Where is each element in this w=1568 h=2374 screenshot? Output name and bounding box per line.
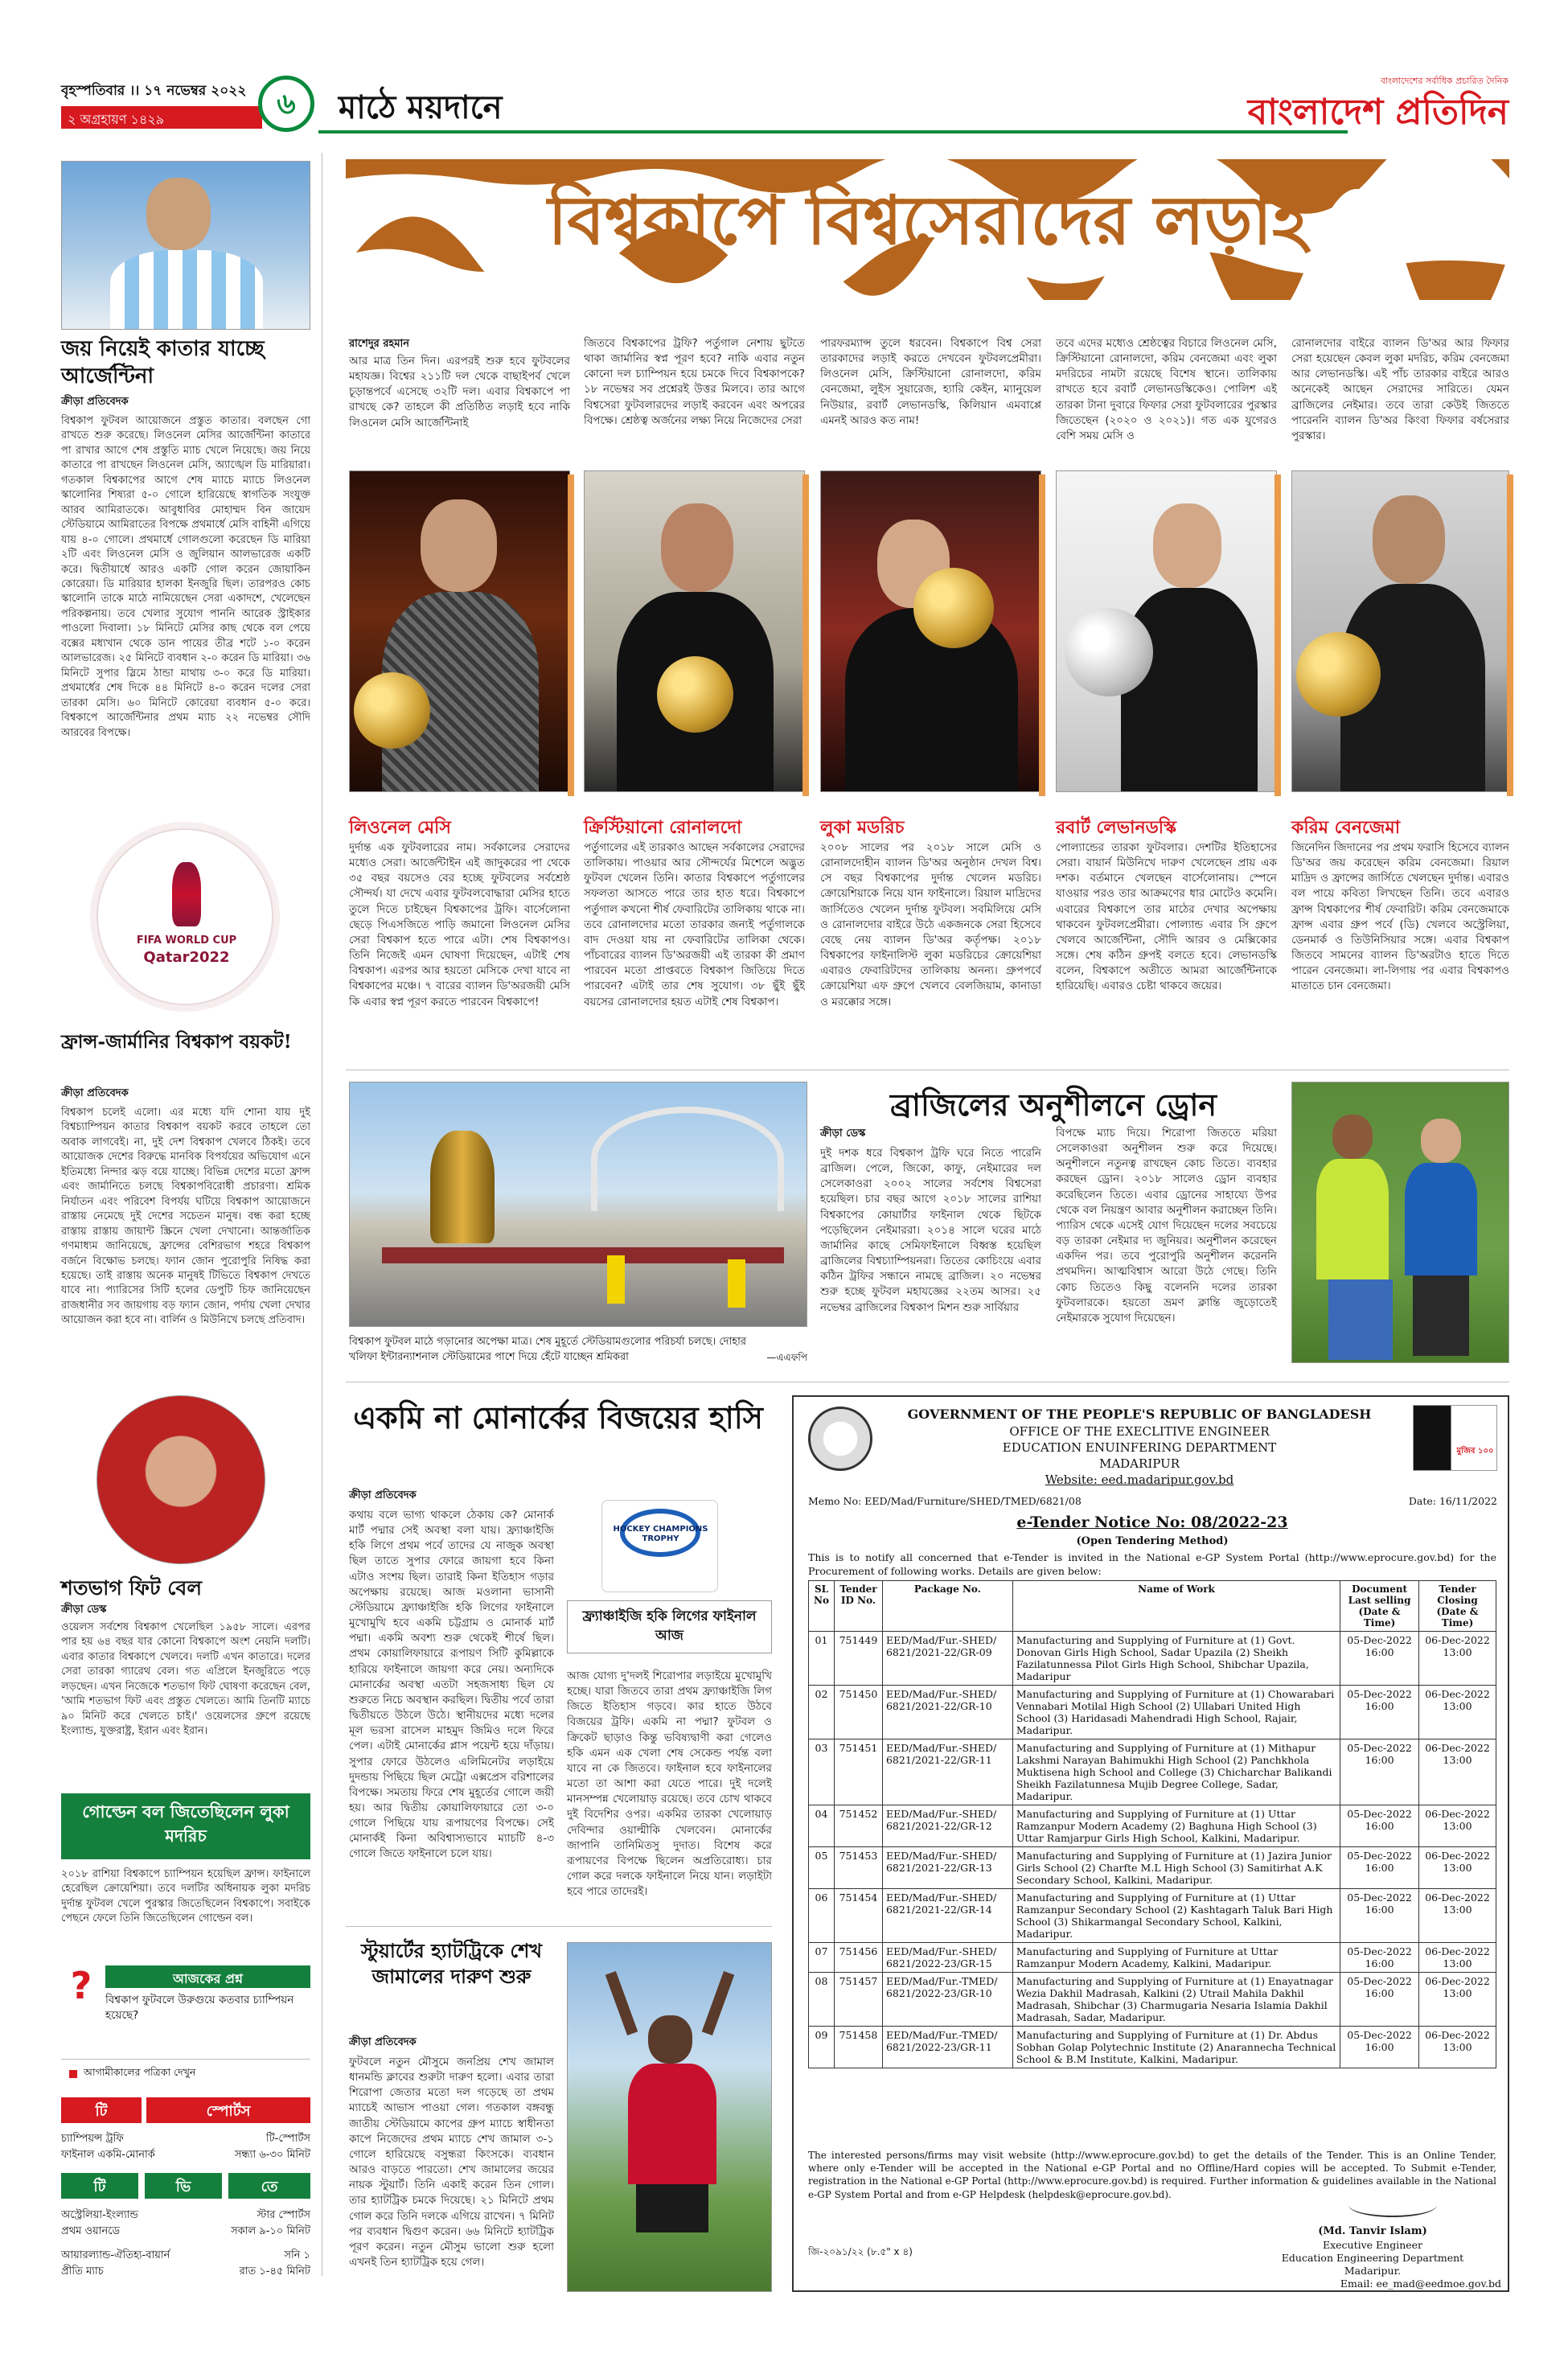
table-row: [809, 1973, 1496, 2027]
tender-footer: The interested persons/firms may visit website (http://www.eprocure.gov.bd) to get the details of the Tender. This is an Online Tender, where only e-Tender will be accepted in the National e-GP Portal and no Offline/Hard copies will be accepted. To Submit e-Tender, registration in the National e-GP Portal (http://www.eprocure.gov.bd) is required. Further information & guidelines available in the National e-GP System Portal and from e-GP Helpdesk (helpdesk@eprocure.gov.bd).: [808, 2150, 1496, 2200]
tv2-row3-channel: সনি ১: [284, 2249, 310, 2261]
tender-line-3: EDUCATION ENUINFERING DEPARTMENT: [1002, 1440, 1277, 1455]
td-tender-id: 751453: [834, 1847, 882, 1889]
td-work: Manufacturing and Supplying of Furniture at (1) Jazira Junior Girls School (2) Charfte M.L High School (3) Samitirhat A.K Secondary School, Kalkini, Madaripur.: [1012, 1847, 1340, 1889]
tv2-row2-event: প্রথম ওয়ানডে: [61, 2225, 121, 2237]
td-last-selling: 05-Dec-2022 16:00: [1340, 1943, 1419, 1973]
td-sl: 02: [809, 1686, 835, 1739]
tender-ref: জি-২০৯১/২২ (৮.৫" x ৪): [808, 2246, 913, 2257]
golden-ball-box-title: গোল্ডেন বল জিতেছিলেন লুকা মদরিচ: [82, 1802, 289, 1846]
th-closing: Tender Closing (Date & Time): [1419, 1581, 1496, 1632]
td-work: Manufacturing and Supplying of Furniture at (1) Mithapur Lakshmi Narayan Bahimukhi High School (2) Panchkhola Muktisena high School and College (3) Chicharchar Balikandi Sheikh Fazilatunnesa Mujib Degree College, Sadar, Madaripur.: [1012, 1739, 1340, 1805]
tender-intro: This is to notify all concerned that e-Tender is invited in the National e-GP System Portal (http://www.eprocure.gov.bd) for the Procurement of following works. Details are given below:: [808, 1551, 1496, 1577]
fifa-world-cup-logo: [96, 828, 273, 1005]
td-tender-id: 751452: [834, 1805, 882, 1847]
td-work: Manufacturing and Supplying of Furniture at Uttar Ramzanpur Modern Academy, Kalkini, Madaripur.: [1012, 1943, 1340, 1973]
th-package: Package No.: [882, 1581, 1012, 1632]
tender-notice-title: e-Tender Notice No: 08/2022-23: [1016, 1514, 1288, 1531]
question-mark-icon: ?: [70, 1964, 92, 2007]
photo-lewandowski: [1056, 470, 1277, 792]
th-sl: SL No: [809, 1581, 835, 1632]
section-title: মাঠে ময়দানে: [339, 89, 503, 126]
brazil-story-col1: দুই দশক ধরে বিশ্বকাপ ট্রফি ঘরে নিতে পারেনি ব্রাজিল। পেলে, জিকো, কাফু, নেইমারের দল সেলেকাওরা ২০০২ সালের সর্বশেষ বিশ্বসেরা হয়েছিল। চার বছর আগে ২০১৮ সালের রাশিয়া বিশ্বকাপের কোয়ার্টার ফাইনাল থেকে ছিটকে পড়েছিলেন নেইমাররা। ২০১৪ সালে ঘরের মাঠে জার্মানির কাছে সেমিফাইনালে বিধ্বস্ত হয়েছিল ব্রাজিলের বিশ্বচ্যাম্পিয়নরা। তিতের কোচিংয়ে এবার কঠিন ট্রফির সন্ধানে নামছে ব্রাজিল। ২০ নভেম্বর শুরু হচ্ছে ফুটবল মহাযজ্ঞের ২২তম আসর। ২৫ নভেম্বর ব্রাজিলের বিশ্বকাপ মিশন শুরু সার্বিয়ার: [820, 1147, 1041, 1314]
question-title: আজকের প্রশ্ন: [173, 1971, 243, 1986]
th-tender-id: Tender ID No.: [834, 1581, 882, 1632]
photo-modric: [820, 470, 1041, 792]
td-tender-id: 751458: [834, 2027, 882, 2068]
td-sl: 03: [809, 1739, 835, 1805]
hockey-logo: [601, 1500, 718, 1592]
tender-table: [808, 1580, 1496, 2068]
table-row: [809, 1739, 1496, 1805]
question-text: বিশ্বকাপ ফুটবলে উরুগুয়ে কতবার চ্যাম্পিয়ন হয়েছে?: [105, 1994, 294, 2022]
td-package: EED/Mad/Fur.-SHED/ 6821/2021-22/GR-12: [882, 1805, 1012, 1847]
photo-di-maria: [61, 161, 310, 330]
player-name-modric: লুকা মডরিচ: [820, 818, 905, 838]
stuart-story-body: ফুটবলে নতুন মৌসুমে জনপ্রিয় শেখ জামাল ধানমন্ডি ক্লাবের শুরুটা দারুণ হলো। এবার তারা শিরোপা জেতার মতো দল গড়েছে তা প্রথম ম্যাচেই আভাস পাওয়া গেল। গতকাল বঙ্গবন্ধু জাতীয় স্টেডিয়ামে কাপের গ্রুপ ম্যাচে স্বাধীনতা কাপে নিজেদের প্রথম ম্যাচে শেখ জামাল ৩-১ গোলে হারিয়েছে বসুন্ধরা কিংসকে। ব্যবধান আরও বাড়তে পারতো। শেখ জামালের জয়ের নায়ক স্টুয়ার্ট। তিনি একাই করেন তিন গোল। তার হ্যাটট্রিক চমকে দিয়েছে। ২১ মিনিটে প্রথম গোল করে তিনি দলকে এগিয়ে রাখেন। ৭ মিনিট পর ব্যবধান দ্বিগুণ করেন। ৬৬ মিনিটে হ্যাটট্রিক পূরণ করেন। নতুন মৌসুম ভালো শুরু হলো এখনই তিন হ্যাটট্রিক হয়ে গেল।: [349, 2056, 554, 2269]
td-work: Manufacturing and Supplying of Furniture at (1) Dr. Abdus Sobhan Golap Polytechnic Institute (2) Anarannecha Technical School & B.M Institute, Kalkini, Madaripur.: [1012, 2027, 1340, 2068]
td-last-selling: 05-Dec-2022 16:00: [1340, 1632, 1419, 1686]
trophy-icon: [172, 862, 201, 926]
mujib-100-badge: [1413, 1405, 1497, 1471]
td-package: EED/Mad/Fur.-SHED/ 6821/2021-22/GR-09: [882, 1632, 1012, 1686]
player-name-messi: লিওনেল মেসি: [349, 818, 451, 838]
brazil-story-byline: ক্রীড়া ডেস্ক: [820, 1127, 866, 1140]
hockey-caption: ফ্র্যাঞ্চাইজি হকি লিগের ফাইনাল আজ: [567, 1600, 772, 1653]
main-story-col2: জিতবে বিশ্বকাপের ট্রফি? পর্তুগাল নেশায় ছুটতে থাকা জার্মানির স্বপ্ন পূরণ হবে? নাকি এবার নতুন কোনো দল চ্যাম্পিয়ন হয়ে চমকে দিবে বিশ্বকাপকে? ১৮ নভেম্বর সব প্রশ্নেরই উত্তর মিলবে। তার আগে বিশ্বসেরা ফুটবলারদের লড়াই করবেন এবং অপরের বিপক্ষে। শ্রেষ্ঠত্ব অর্জনের লক্ষ্য নিয়ে নিজেদের সেরা: [584, 337, 805, 427]
td-sl: 07: [809, 1943, 835, 1973]
banner-title: বিশ্বকাপে বিশ্বসেরাদের লড়াই: [548, 181, 1307, 260]
th-last-selling: Document Last selling (Date & Time): [1340, 1581, 1419, 1632]
td-package: EED/Mad/Fur.-SHED/ 6821/2022-23/GR-15: [882, 1943, 1012, 1973]
td-sl: 08: [809, 1973, 835, 2027]
story-title-argentina: জয় নিয়েই কাতার যাচ্ছে আর্জেন্টিনা: [61, 337, 265, 388]
stadium-photo-credit: —এএফপি: [766, 1352, 807, 1363]
photo-brazil-training: [1291, 1082, 1509, 1363]
td-last-selling: 05-Dec-2022 16:00: [1340, 1686, 1419, 1739]
photo-khalifa-stadium: [349, 1082, 807, 1327]
td-closing: 06-Dec-2022 13:00: [1419, 1686, 1496, 1739]
photo-messi: [349, 470, 570, 792]
byline-argentina: ক্রীড়া প্রতিবেদক: [61, 396, 129, 408]
td-sl: 04: [809, 1805, 835, 1847]
player-body-messi: দুর্দান্ত এক ফুটবলারের নাম। সর্বকালের সেরাদের মধ্যেও সেরা। আর্জেন্টাইন এই জাদুকরের পা থেকে ৩৫ বছর বয়সেও বের হচ্ছে ফুটবলের সর্বশ্রেষ্ঠ সৌন্দর্য। যা দেখে এবার ফুটবলবোদ্ধারা মেসির হাতে তুলে দিতে চাইছেন বিশ্বকাপের ট্রফি। বার্সেলোনা ছেড়ে পিএসজিতে পাড়ি জমানো লিওনেল মেসির সেরা বিশ্বকাপ হতে পারে এটা। শেষ বিশ্বকাপও। তিনি নিজেই এমন ঘোষণা দিয়েছেন, এটাই শেষ বিশ্বকাপ। এরপর আর হয়তো মেসিকে দেখা যাবে না বিশ্বকাপের মঞ্চে। ৭ বারের ব্যালন ডি'অরজয়ী মেসি কি এবার স্বপ্ন পূরণ করতে পারবেন বিশ্বকাপে!: [349, 841, 570, 1008]
player-body-modric: ২০০৮ সালের পর ২০১৮ সালে মেসি ও রোনালদোহীন ব্যালন ডি'অর অনুষ্ঠান দেখল বিশ্ব। সে বছর বিশ্বকাপের দুর্দান্ত খেলেন মডরিচ। ক্রোয়েশিয়াকে নিয়ে যান ফাইনালে। রিয়াল মাদ্রিদের জার্সিতেও খেলেন দুর্দান্ত ফুটবল। সবমিলিয়ে মেসি ও রোনালদোর বাইরে উঠে একজনকে সেরা হিসেবে বেছে নেয় ব্যালন ডি'অর কর্তৃপক্ষ। ২০১৮ বিশ্বকাপের ফাইনালিস্ট লুকা মডরিচের ক্রোয়েশিয়া এবারও ফেবারিটদের তালিকায় অনন্য। গ্রুপপর্বে ক্রোয়েশিয়া এফ গ্রুপে খেলবে বেলজিয়াম, কানাডা ও মরক্কোর সঙ্গে।: [820, 841, 1041, 1008]
td-closing: 06-Dec-2022 13:00: [1419, 1889, 1496, 1943]
td-work: Manufacturing and Supplying of Furniture at (1) Uttar Ramzanpur Secondary School (2) Kashtagarh Taluk Bari High School (3) Shikarmangal Secondary School, Kalkini, Madaripur.: [1012, 1889, 1340, 1943]
hockey-logo-text: HOCKEY CHAMPIONS TROPHY: [613, 1525, 708, 1543]
story-body-france-germany: বিশ্বকাপ চলেই এলো। এর মধ্যে যদি শোনা যায় দুই বিশ্বচ্যাম্পিয়ন কাতার বিশ্বকাপ বয়কট করবে তাহলে তো অবাক লাগবেই। না, দুই দেশ বিশ্বকাপ খেলবে ঠিকই। তবে আয়োজক দেশের বিরুদ্ধে মানবিক বিপর্যয়ের অভিযোগ এনে ইতিমধ্যে নিন্দার ঝড় বয়ে যাচ্ছে। বিভিন্ন দেশের মতো ফ্রান্স এবং জার্মানিতে চলছে বিশ্বকাপবিরোধী প্রচারণা। শ্রমিক নির্যাতন এবং পরিবেশ বিপর্যয় ঘটিয়ে বিশ্বকাপ আয়োজনে রাস্তায় নেমেছে দুই দেশের সচেতন মানুষ। বন্ধ করা হচ্ছে রাস্তায় রাস্তায় জায়ান্ট স্ক্রিনে খেলা দেখানো। আন্তর্জাতিক গণমাধ্যম জানিয়েছে, ফ্রান্সের বেশিরভাগ শহরে বিশ্বকাপ বর্জনে বিক্ষোভ চলছে। ফ্যান জোন পুরোপুরি নিষিদ্ধ করা হয়েছে। তাই রাস্তায় অনেক মানুষই টিভিতে বিশ্বকাপ দেখতে যাবে না। প্যারিসের সিটি হলের ডেপুটি চিফ জানিয়েছেন রাজধানীর সব জায়গায় বড় ফ্যান জোন, পর্দায় খেলা দেখার আয়োজন করা হবে না। বার্লিন ও মিউনিখে চলছে প্রতিবাদ।: [61, 1107, 310, 1327]
table-row: [809, 1943, 1496, 1973]
tv1-row1-channel: টি-স্পোর্টস: [265, 2133, 310, 2145]
tender-line-4: MADARIPUR: [1098, 1456, 1180, 1471]
td-work: Manufacturing and Supplying of Furniture at (1) Govt. Donovan Girls High School, Sadar Upazila (2) Sheikh Fazilatunnessa Pilot Girls High School, Shibchar Upazila, Madaripur: [1012, 1632, 1340, 1686]
tender-signer-title: Executive Engineer: [1322, 2239, 1423, 2251]
td-closing: 06-Dec-2022 13:00: [1419, 1739, 1496, 1805]
tv2-row1-event: অস্ট্রেলিয়া-ইংল্যান্ড: [61, 2209, 138, 2221]
tv1-row1-event: চ্যাম্পিয়ন্স ট্রফি: [61, 2133, 124, 2145]
question-box: [61, 1962, 310, 2043]
story-title-bale: শতভাগ ফিট বেল: [61, 1576, 202, 1600]
table-row: [809, 1847, 1496, 1889]
td-closing: 06-Dec-2022 13:00: [1419, 1847, 1496, 1889]
tv2-row4-channel: রাত ১-৪৫ মিনিট: [239, 2265, 310, 2277]
td-last-selling: 05-Dec-2022 16:00: [1340, 1847, 1419, 1889]
td-package: EED/Mad/Fur.-SHED/ 6821/2021-22/GR-13: [882, 1847, 1012, 1889]
tender-signer: (Md. Tanvir Islam): [1318, 2225, 1427, 2237]
tender-table-header: [809, 1581, 1496, 1632]
td-work: Manufacturing and Supplying of Furniture at (1) Chowarabari Vennabari Motilal High School (2) Ullabari United High School (3) Haridasadi Mahendradi High School, Rajair, Madaripur.: [1012, 1686, 1340, 1739]
tv2-row3-event: আয়ারল্যান্ড-ঐতিহ্য-বায়ার্ন: [61, 2249, 170, 2261]
player-name-lewandowski: রবার্ট লেভানডস্কি: [1056, 818, 1176, 838]
th-work: Name of Work: [1012, 1581, 1340, 1632]
paper-tagline: বাংলাদেশের সর্বাধিক প্রচারিত দৈনিক: [1380, 76, 1508, 86]
td-sl: 05: [809, 1847, 835, 1889]
photo-gareth-bale: [96, 1395, 265, 1564]
tender-line-1: GOVERNMENT OF THE PEOPLE'S REPUBLIC OF BANGLADESH: [907, 1407, 1372, 1422]
hockey-story-col1: কথায় বলে ভাগ্য থাকলে ঠেকায় কে? মোনার্ক মার্ট পদ্মার সেই অবস্থা বলা যায়। ফ্র্যাঞ্চাইজি হকি লিগে প্রথম পর্বে তাদের যে নাজুক অবস্থা ছিল তাতে সুপার ফোরে জায়গা হবে কিনা এটাও সংশয় ছিল। তারাই কিনা ইতিহাস গড়ার অপেক্ষায় রয়েছে। আজ মওলানা ভাসানী স্টেডিয়ামে ফ্র্যাঞ্চাইজি হকি লিগের ফাইনালে মুখোমুখি হবে একমি চট্টগ্রাম ও মোনার্ক মার্ট পদ্মা। একমি অবশ্য শুরু থেকেই শীর্ষে ছিল। প্রথম কোয়ালিফায়ারে রূপায়ণ সিটি কুমিল্লাকে হারিয়ে ফাইনালে জায়গা করে নেয়। অন্যদিকে মোনার্কের অবস্থা এতটা সহজসাধ্য ছিল যে শুরুতে নিচে অবস্থান করছিল। দ্বিতীয় পর্বে তারা দ্বিতীয়তে উঠলে উঠে। স্থানীয়দের মধ্যে দলের মূল ভরসা রাসেল মাহমুদ জিমিও দলে ফিরে পেল। এটাই মোনার্কের প্লাস পয়েন্ট হয়ে দাঁড়ায়। সুপার ফোরে উঠলেও এলিমিনেটর লড়াইয়ে দুদন্ডায় পিছিয়ে ছিল মেট্রো এক্সপ্রেস বরিশালের বিপক্ষে। সমতায় ফিরে শেষ মুহূর্তের গোলে জয়ী হয়। আর দ্বিতীয় কোয়ালিফায়ারে তো ৩-০ গোলে পিছিয়ে যায় রূপায়ণের বিপক্ষে। সেই মোনার্কই কিনা অবিশ্বাস্যভাবে ম্যাচটি ৪-৩ গোলে জিতে ফাইনালে চলে যায়।: [349, 1509, 554, 1861]
main-story-col5: রোনালদোর বাইরে ব্যালন ডি'অর আর ফিফার সেরা হয়েছেন কেবল লুকা মদরিচ, করিম বেনজেমা আর লেভানডস্কি। এই পাঁচ তারকার বাইরে আরও অনেকেই আছেন সেরাদের সারিতে। যেমন ব্রাজিলের নেইমার। তবে তারা কেউই জিততে পারেননি ব্যালন ডি'অর কিংবা ফিফার বর্ষসেরার পুরস্কার।: [1291, 337, 1509, 442]
td-package: EED/Mad/Fur.-TMED/ 6821/2022-23/GR-10: [882, 1973, 1012, 2027]
table-row: [809, 1889, 1496, 1943]
tender-table-wrapper: [808, 1580, 1496, 2068]
golden-ball-box-body: ২০১৮ রাশিয়া বিশ্বকাপে চ্যাম্পিয়ন হয়েছিল ফ্রান্স। ফাইনালে হেরেছিল ক্রোয়েশিয়া। তবে দলটির অধিনায়ক লুকা মদরিচ দুর্দান্ত ফুটবল খেলে পুরস্কার জিতেছিলেন বিশ্বকাপে। সবাইকে পেছনে ফেলে তিনি জিতেছিলেন গোল্ডেন বল।: [61, 1868, 310, 1925]
td-tender-id: 751457: [834, 1973, 882, 2027]
td-work: Manufacturing and Supplying of Furniture at (1) Enayatnagar Wezia Dakhil Madrasah, Kalkini (2) Utrail Mahila Dakhil Madrasah, Shibchar (3) Charmugaria Nesaria Islamia Dakhil Madrasah, Sadar, Madaripur.: [1012, 1973, 1340, 2027]
tv-tag-t-label: টি: [95, 2103, 108, 2120]
tv2-tag-ti-label: টি: [93, 2179, 106, 2195]
tv2-tag-vi-label: ভি: [175, 2179, 191, 2195]
main-story-col4: তবে এদের মধ্যেও শ্রেষ্ঠত্বের বিচারে লিওনেল মেসি, ক্রিস্টিয়ানো রোনালদো, করিম বেনজেমা এবং লুকা মদরিচের নামটা রয়েছে বিশেষ স্থানে। তালিকায় রাখতে হবে রবার্ট লেভানডস্কিকেও। পোলিশ এই তারকা টানা দুবারে ফিফার সেরা ফুটবলারের পুরস্কার জিতেছেন (২০২০ ও ২০২১)। গত এক যুগেরও বেশি সময় মেসি ও: [1056, 337, 1277, 442]
tender-signer-place: Madaripur.: [1344, 2265, 1402, 2277]
tv1-row2-event: ফাইনাল একমি-মোনার্ক: [61, 2149, 155, 2161]
td-closing: 06-Dec-2022 13:00: [1419, 1632, 1496, 1686]
header-rule: [318, 130, 1348, 133]
tv2-tag-te-label: তে: [261, 2179, 278, 2195]
td-last-selling: 05-Dec-2022 16:00: [1340, 1805, 1419, 1847]
main-banner: [346, 159, 1509, 300]
signature: [1348, 2193, 1437, 2217]
tv2-row4-event: প্রীতি ম্যাচ: [61, 2265, 104, 2277]
td-package: EED/Mad/Fur.-TMED/ 6821/2022-23/GR-11: [882, 2027, 1012, 2068]
player-name-ronaldo: ক্রিস্টিয়ানো রোনালদো: [584, 818, 742, 838]
page-number: ৬: [277, 88, 296, 121]
td-work: Manufacturing and Supplying of Furniture at (1) Uttar Ramzanpur Modern Academy (2) Baghuna High School (3) Uttar Ramjarpur Girls High School, Kalkini, Madaripur.: [1012, 1805, 1340, 1847]
byline-france-germany: ক্রীড়া প্রতিবেদক: [61, 1087, 129, 1099]
tv2-row2-channel: সকাল ৯-১০ মিনিট: [231, 2225, 310, 2237]
td-last-selling: 05-Dec-2022 16:00: [1340, 2027, 1419, 2068]
player-body-benzema: জিনেদিন জিদানের পর প্রথম ফরাসি হিসেবে ব্যালন ডি'অর জয় করেছেন করিম বেনজেমা। রিয়াল মাদ্রিদ ও ফ্রান্সের জার্সিতে খেলছেন দুর্দান্ত। এবারও বল পায়ে কবিতা লিখছেন তিনি। তবে এবারও ফ্রান্স বিশ্বকাপের শীর্ষ ফেবারিট। করিম বেনজেমাকে ফ্রান্স এবার গ্রুপ পর্বে (ডি) খেলবে অস্ট্রেলিয়া, ডেনমার্ক ও তিউনিসিয়ার সঙ্গে। এবার বিশ্বকাপ জিতবে সামনের ব্যালন ডি'অরটাও হাতে দিতে পারেন বেনজেমা। লা-লিগায় পর এবার বিশ্বকাপও মাতাতে চান বেনজেমা।: [1291, 841, 1509, 993]
mujib-100-text: মুজিব ১০০: [1456, 1447, 1494, 1456]
td-sl: 06: [809, 1889, 835, 1943]
tender-method: (Open Tendering Method): [1076, 1535, 1229, 1547]
story-body-argentina: বিশ্বকাপ ফুটবল আয়োজনে প্রস্তুত কাতার। বলছেন গো রাখতে শুরু করেছে। লিওনেল মেসির আর্জেন্টিনা কাতারে পা রাখার আগে শেষ প্রস্তুতি ম্যাচ খেলে নিয়েছে। জয় নিয়ে কাতারে পা রাখছেন লিওনেল মেসি, অ্যাঙ্খেল ডি মারিয়ারা। গতকাল বিশ্বকাপের আগে শেষ ম্যাচে ম্যাচে লিওনেল স্কালোনির শিষ্যরা ৫-০ গোলে হারিয়েছে স্বাগতিক সংযুক্ত আরব আমিরাতকে। আবুধাবির মোহাম্মদ বিন জায়েদ স্টেডিয়ামে আমিরাতের বিপক্ষে প্রথমার্ধে মেসি বাহিনী এগিয়ে যায় ৪-০ গোলে। প্রথমার্ধে গোলগুলো করেছেন ডি মারিয়া ২টি এবং লিওনেল মেসি ও জুলিয়ান আলভারেজ একটি করে। দ্বিতীয়ার্ধে আরও একটি গোল করেন জোয়াকিন কোরেয়া। ডি মারিয়ার হালকা ইনজুরি ছিল। তারপরও কোচ স্কালোনি তাকে মাঠে নামিয়েছেন সেরা একাদশে, খেলেছেন পরিকল্পনায়। তবে খেলার সুযোগ পাননি আরেক স্ট্রাইকার পাওলো দিবালা। ১৮ মিনিটে মেসির কাছ থেকে বল পেয়ে বক্সের মধ্যখান থেকে ডান পায়ের তীব্র শটে ১-০ করেন আলভারেজ। ২৫ মিনিটে ব্যবধান ২-০ করেন ডি মারিয়া। ৩৬ মিনিটে সুপার স্লিমে ঠান্ডা মাথায় ৩-০ করে ডি মারিয়া। প্রথমার্ধের শেষ দিকে ৪৪ মিনিটে ৪-০ করেন দলের সেরা তারকা মেসি। ৬০ মিনিটে কোরেয়া ব্যবধান ৫-০ করে। বিশ্বকাপে আর্জেন্টিনার প্রথম ম্যাচ ২২ নভেম্বর সৌদি আরবের বিপক্ষে।: [61, 415, 310, 739]
td-package: EED/Mad/Fur.-SHED/ 6821/2021-22/GR-14: [882, 1889, 1012, 1943]
tender-date: Date: 16/11/2022: [1408, 1495, 1497, 1507]
date-line-2: ২ অগ্রহায়ণ ১৪২৯: [68, 112, 165, 127]
stadium-photo-caption: বিশ্বকাপ ফুটবল মাঠে গড়ানোর অপেক্ষা মাত্র। শেষ মুহূর্তে স্টেডিয়ামগুলোর পরিচর্যা চলছে। দোহার খলিফা ইন্টারন্যাশনাল স্টেডিয়ামের পাশে দিয়ে হেঁটে যাচ্ছেন শ্রমিকরা: [349, 1336, 747, 1363]
tv1-row2-channel: সন্ধ্যা ৬-৩০ মিনিট: [234, 2149, 310, 2161]
photo-benzema: [1291, 470, 1509, 792]
table-row: [809, 1686, 1496, 1739]
stuart-story-title: স্টুয়ার্টের হ্যাটট্রিকে শেখ জামালের দারুণ শুরু: [360, 1939, 543, 1989]
td-last-selling: 05-Dec-2022 16:00: [1340, 1889, 1419, 1943]
td-closing: 06-Dec-2022 13:00: [1419, 2027, 1496, 2068]
story-body-bale: ওয়েলস সর্বশেষ বিশ্বকাপ খেলেছিল ১৯৫৮ সালে। এরপর পার হয় ৬৪ বছর যার কোনো বিশ্বকাপে অংশ নেয়নি দলটি। এবার কাতার বিশ্বকাপে খেলবে। দলটি এখন কাতারে। দলের সেরা তারকা গ্যারেথ বেল। গত এপ্রিলে ইনজুরিতে পড়ে লড়ছেন। এখন নিজেকে শতভাগ ফিট ঘোষণা করেছেন বেল, 'আমি শতভাগ ফিট এবং প্রস্তুত খেলতে। আমি তিনটি ম্যাচে ৯০ মিনিট করে খেলতে চাই।' ওয়েলসের গ্রুপে রয়েছে ইংল্যান্ড, যুক্তরাষ্ট্র, ইরান এবং ইরান।: [61, 1621, 310, 1738]
question-note: আগামীকালের পত্রিকা দেখুন: [84, 2066, 196, 2078]
masthead: [61, 74, 1508, 138]
stuart-story-byline: ক্রীড়া প্রতিবেদক: [349, 2036, 417, 2048]
tv2-row1-channel: স্টার স্পোর্টস: [257, 2209, 310, 2221]
player-name-benzema: করিম বেনজেমা: [1291, 818, 1401, 838]
td-closing: 06-Dec-2022 13:00: [1419, 1805, 1496, 1847]
tender-memo: Memo No: EED/Mad/Furniture/SHED/TMED/6821/08: [808, 1495, 1082, 1507]
td-tender-id: 751456: [834, 1943, 882, 1973]
td-tender-id: 751451: [834, 1739, 882, 1805]
hockey-story-title: একমি না মোনার্কের বিজয়ের হাসি: [353, 1399, 763, 1435]
paper-name-logo: বাংলাদেশ প্রতিদিন: [1247, 92, 1508, 133]
td-tender-id: 751454: [834, 1889, 882, 1943]
td-sl: 01: [809, 1632, 835, 1686]
tender-email: Email: ee_mad@eedmoe.gov.bd: [1340, 2277, 1501, 2290]
td-last-selling: 05-Dec-2022 16:00: [1340, 1739, 1419, 1805]
byline-bale: ক্রীড়া ডেস্ক: [61, 1604, 107, 1616]
fifa-logo-line2: Qatar2022: [143, 949, 230, 966]
td-tender-id: 751449: [834, 1632, 882, 1686]
photo-stuart: [567, 1942, 772, 2292]
date-line-1: বৃহস্পতিবার ।। ১৭ নভেম্বর ২০২২: [61, 83, 247, 99]
td-sl: 09: [809, 2027, 835, 2068]
main-story-col3: পারফরম্যান্স তুলে ধরবেন। বিশ্বকাপে বিশ্ব সেরা তারকাদের লড়াই করতে দেখবেন ফুটবলপ্রেমীরা। লিওনেল মেসি, ক্রিস্টিয়ানো রোনালদো, করিম বেনজেমা, লুইস সুয়ারেজ, হ্যারি কেইন, ম্যানুয়েল নিউয়ার, রবার্ট লেভানডস্কি, কিলিয়ান এমবাপ্পে এমনই আরও কত নাম!: [820, 337, 1041, 427]
main-story-byline: রাশেদুর রহমান: [349, 338, 410, 350]
hockey-story-byline: ক্রীড়া প্রতিবেদক: [349, 1489, 417, 1501]
td-closing: 06-Dec-2022 13:00: [1419, 1973, 1496, 2027]
table-row: [809, 2027, 1496, 2068]
table-row: [809, 1805, 1496, 1847]
hockey-story-col2: আজ যোগ্য দু'দলই শিরোপার লড়াইয়ে মুখোমুখি হচ্ছে। যারা জিতবে তারা প্রথম ফ্র্যাঞ্চাইজি লিগ জিতে ইতিহাস গড়বে। কার হাতে উঠবে বিজয়ের ট্রফি। একমি না পদ্মা? ফুটবল ও ক্রিকেট ছাড়াও কিন্তু ভবিষ্যদ্বাণী করা গেলেও হকি এমন এক খেলা শেষ সেকেন্ড পর্যন্ত বলা যাবে না কে জিতবে। ফাইনাল হবে ফাইনালের মতো তা আশা করা যেতে পারে। দুই দলেই মানসম্পন্ন খেলোয়াড় রয়েছে। তবে চোখ থাকবে দুই বিদেশির ওপর। একমির তারকা খেলোয়াড় দেবিন্দার ওয়াল্মীকি খেলবেন। মোনার্কের জাপানি তানিমিতসু দুদাত। বিশেষ করে রূপায়ণের বিপক্ষে ছিলেন অপ্রতিরোধ্য। চার গোল করে দলকে ফাইনালে নিয়ে যান। লড়াইটা হবে পারে তাদেরই।: [567, 1670, 772, 1899]
fifa-logo-line1: FIFA WORLD CUP: [136, 934, 237, 947]
question-note-marker: [69, 2070, 77, 2078]
photo-ronaldo: [584, 470, 805, 792]
tender-website[interactable]: Website: eed.madaripur.gov.bd: [1045, 1472, 1234, 1487]
brazil-story-col2: বিপক্ষে ম্যাচ দিয়ে। শিরোপা জিততে মরিয়া সেলেকাওরা অনুশীলন শুরু করে দিয়েছে। অনুশীলনে নতুনত্ব রাখছেন কোচ তিতে। ব্যবহার করছেন ড্রোন। ২০১৮ সালেও ড্রোন ব্যবহার করেছিলেন তিতে। এবার ড্রোনের সাহায্যে উপর থেকে বল নিয়ন্ত্রণ আবার অনুশীলন করাচ্ছেন তিনি। প্যারিস থেকে এসেই যোগ দিয়েছেন দলের সবচেয়ে বড় তারকা নেইমার দ্য জুনিয়র। অনুশীলন করেছেন একদিন পর। তবে পুরোপুরি অনুশীলন করেননি প্রথমদিন। আত্মবিশ্বাস আরো উঠে গেছে। তিনি কোচ তিতেও কিছু বলেননি দলের তারকা ফুটবলারকে। হয়তো ভ্রমণ ক্লান্তি জুড়োতেই নেইমারকে সুযোগ দিয়েছেন।: [1056, 1127, 1277, 1325]
td-package: EED/Mad/Fur.-SHED/ 6821/2021-22/GR-10: [882, 1686, 1012, 1739]
tender-signer-dept: Education Engineering Department: [1281, 2252, 1464, 2264]
tv-tag-sports-label: স্পোর্টস: [206, 2103, 251, 2120]
td-tender-id: 751450: [834, 1686, 882, 1739]
main-story-col1: আর মাত্র তিন দিন। এরপরই শুরু হবে ফুটবলের মহাযজ্ঞ। বিশ্বের ২১১টি দল থেকে বাছাইপর্ব খেলে চূড়ান্তপর্বে এসেছে ৩২টি দল। এবার বিশ্বকাপে পা রাখছে কে? তাহলে কী প্রতিষ্ঠিত লড়াই হবে নাকি লিওনেল মেসি আর্জেন্টিনাই: [349, 355, 570, 429]
td-closing: 06-Dec-2022 13:00: [1419, 1943, 1496, 1973]
table-row: [809, 1632, 1496, 1686]
govt-seal: [808, 1407, 872, 1471]
player-body-lewandowski: পোল্যান্ডের তারকা ফুটবলার। দেশটির ইতিহাসের সেরা। বায়ার্ন মিউনিখে দারুণ খেলেছেন প্রায় এক দশক। বর্তমানে খেলছেন বার্সেলোনায়। স্পেনে যাওয়ার পরও তার আক্রমণের ধার মোটেও কমেনি। এবারের বিশ্বকাপে তার মাঠের দেখার অপেক্ষায় থাকবেন ফুটবলপ্রেমীরা। পোল্যান্ড এবার সি গ্রুপে খেলবে আর্জেন্টিনা, সৌদি আরব ও মেক্সিকোর সঙ্গে। শেষ কঠিন গ্রুপই বলতে হবে। লেভানডস্কি বলেন, বিশ্বকাপে অতীতে আমরা আর্জেন্টিনাকে হারিয়েছি। এবারও চেষ্টা থাকবে জয়ের।: [1056, 841, 1277, 993]
tender-line-2: OFFICE OF THE EXECLITIVE ENGINEER: [1009, 1424, 1270, 1439]
td-package: EED/Mad/Fur.-SHED/ 6821/2021-22/GR-11: [882, 1739, 1012, 1805]
story-title-france-germany: ফ্রান্স-জার্মানির বিশ্বকাপ বয়কট!: [61, 1031, 292, 1053]
brazil-story-title: ব্রাজিলের অনুশীলনে ড্রোন: [889, 1086, 1217, 1123]
tender-notice: [792, 1395, 1509, 2292]
player-body-ronaldo: পর্তুগালের এই তারকাও আছেন সর্বকালের সেরাদের তালিকায়। পাওয়ার আর সৌন্দর্যের মিশেলে অদ্ভুত ফুটবল খেলেন তিনি। কাতার বিশ্বকাপে পর্তুগালের সফলতা আসতে পারে তার হাত ধরে। বিশ্বকাপে পর্তুগাল কখনো শীর্ষ ফেবারিটের তালিকায় থাকে না। তবে রোনালদোর মতো তারকার জন্যই পর্তুগালকে বাদ দেওয়া যায় না ফেবারিটের তালিকা থেকে। পাঁচবারের ব্যালন ডি'অরজয়ী এই তারকা কী প্রমাণ পারবেন মতো প্রাপ্তবতে বিশ্বকাপ জিতিয়ে দিতে পারবেন? এটাই তার শেষ সুযোগ। ৩৮ ছুঁই ছুঁই বয়সের রোনালদোর হয়ত এটাই শেষ বিশ্বকাপ।: [584, 841, 805, 1008]
td-last-selling: 05-Dec-2022 16:00: [1340, 1973, 1419, 2027]
